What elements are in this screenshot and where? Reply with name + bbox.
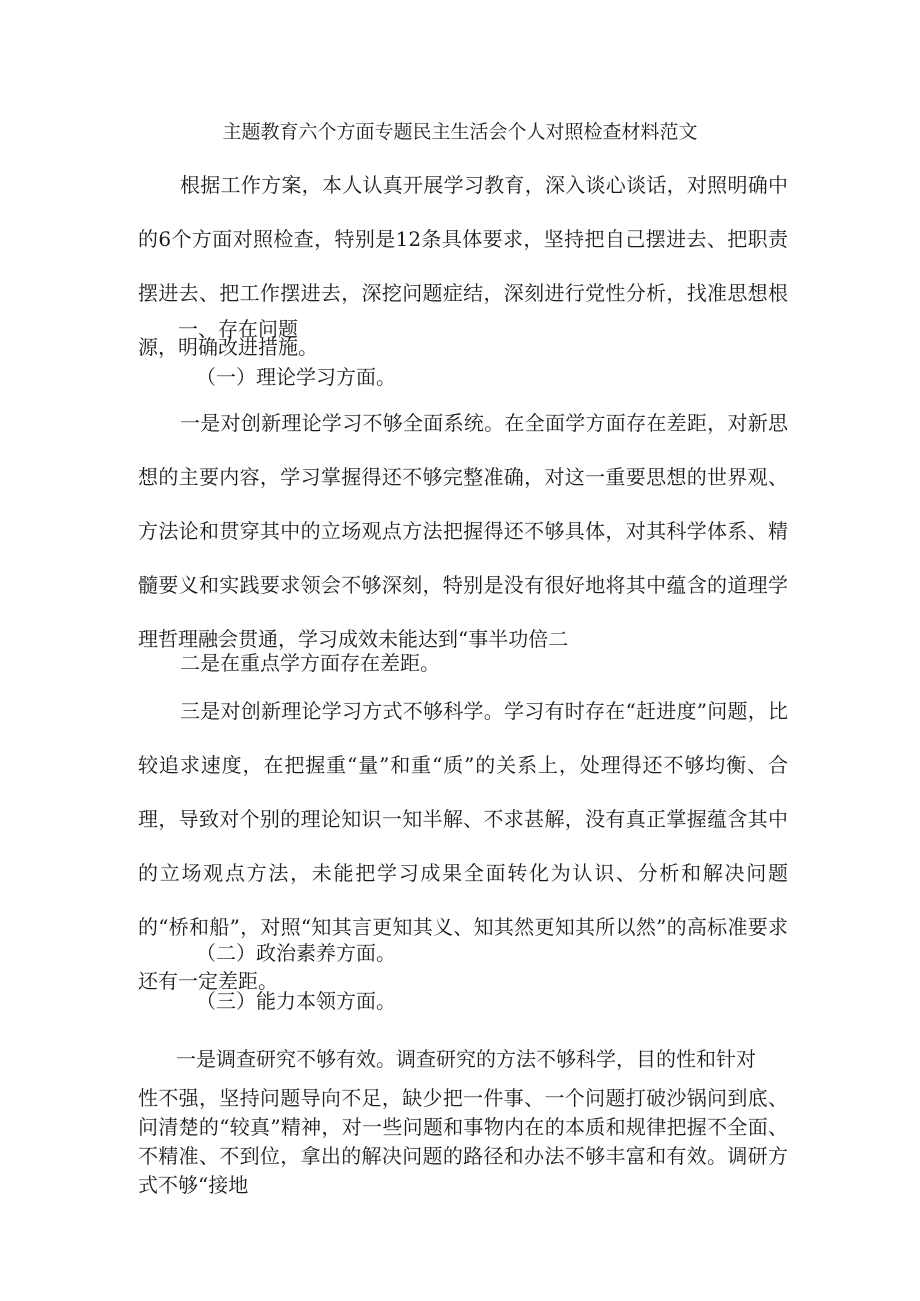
section-heading-problems: 一、存在问题	[178, 317, 298, 341]
subsection-heading-politics: （二）政治素养方面。	[196, 941, 396, 965]
subsection-heading-theory: （一）理论学习方面。	[196, 365, 396, 389]
theory-paragraph-3: 三是对创新理论学习方式不够科学。学习有时存在“赶进度”问题，比较追求速度，在把握重“量”和重“质”的关系上，处理得还不够均衡、合理，导致对个别的理论知识一知半解、不求甚解，没有真正掌握蕴含其中的立场观点方法，未能把学习成果全面转化为认识、分析和解决问题的“桥和船”，对照“知其言更知其义、知其然更知其所以然”的高标准要求还有一定差距。	[138, 699, 788, 993]
theory-paragraph-1: 一是对创新理论学习不够全面系统。在全面学方面存在差距，对新思想的主要内容，学习掌握得还不够完整准确，对这一重要思想的世界观、方法论和贯穿其中的立场观点方法把握得还不够具体，对其科学体系、精髓要义和实践要求领会不够深刻，特别是没有很好地将其中蕴含的道理学理哲理融会贯通，学习成效未能达到“事半功倍二	[138, 411, 788, 651]
ability-paragraph-continuation: 性不强，坚持问题导向不足，缺少把一件事、一个问题打破沙锅问到底、问清楚的“较真”精神，对一些问题和事物内在的本质和规律把握不全面、不精准、不到位，拿出的解决问题的路径和办法不够丰富和有效。调研方式不够“接地	[138, 1086, 788, 1197]
theory-paragraph-2: 二是在重点学方面存在差距。	[180, 651, 440, 675]
ability-paragraph-first-line: 一是调查研究不够有效。调查研究的方法不够科学，目的性和针对	[176, 1047, 756, 1071]
subsection-heading-ability: （三）能力本领方面。	[196, 989, 396, 1013]
document-title: 主题教育六个方面专题民主生活会个人对照检查材料范文	[222, 121, 698, 143]
intro-paragraph: 根据工作方案，本人认真开展学习教育，深入谈心谈话，对照明确中的6个方面对照检查，特别是12条具体要求，坚持把自己摆进去、把职责摆进去、把工作摆进去，深挖问题症结，深刻进行党性分析，找准思想根源，明确改进措施。	[138, 173, 788, 359]
